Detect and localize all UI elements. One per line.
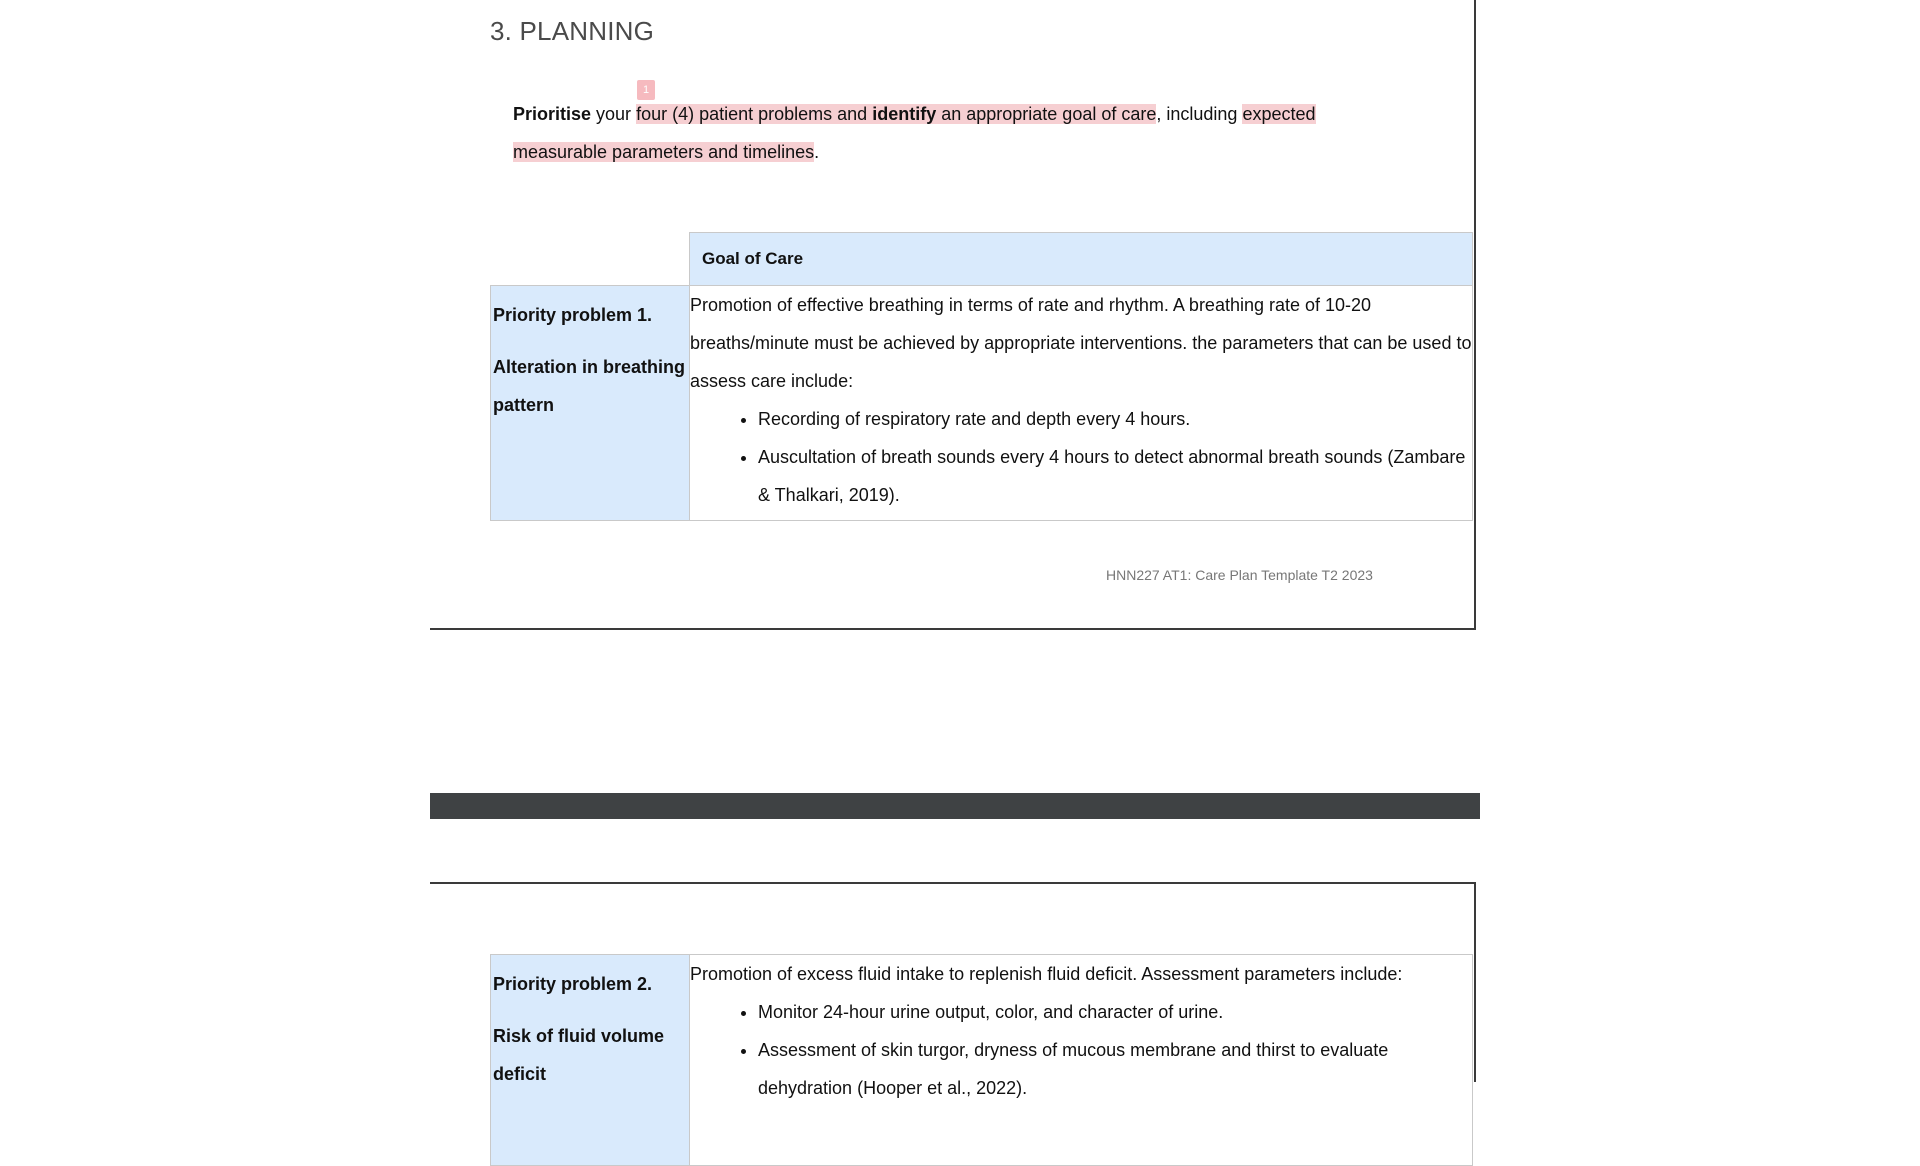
goal-parameters-list bbox=[690, 400, 1472, 514]
list-item: • Monitor 24-hour urine output, color, and character of urine. bbox=[758, 993, 1472, 1031]
highlight-goal-of-care[interactable]: an appropriate goal of care bbox=[936, 104, 1157, 124]
comment-marker-icon[interactable]: 1 bbox=[637, 80, 655, 100]
instruction-prioritise: Prioritise bbox=[513, 104, 592, 124]
section-title: 3. PLANNING bbox=[490, 16, 655, 46]
goal-parameters-list bbox=[690, 993, 1472, 1107]
problem-cell bbox=[491, 955, 690, 1166]
highlight-expected-parameters[interactable]: expected measurable parameters and timelines bbox=[513, 104, 1316, 162]
list-item: • Recording of respiratory rate and depth every 4 hours. bbox=[758, 400, 1472, 438]
document-page-1 bbox=[430, 0, 1476, 630]
instruction-your: your bbox=[591, 104, 637, 124]
goal-text: Promotion of excess fluid intake to replenish fluid deficit. Assessment parameters include: bbox=[690, 964, 1403, 984]
instruction-period: . bbox=[814, 142, 820, 162]
instruction-paragraph bbox=[513, 95, 1413, 171]
care-plan-table-2 bbox=[490, 954, 1473, 1166]
goal-cell bbox=[690, 955, 1473, 1166]
problem-number: Priority problem 1. bbox=[493, 305, 653, 325]
problem-name: Risk of fluid volume deficit bbox=[493, 1026, 665, 1084]
highlight-identify[interactable]: identify bbox=[872, 104, 937, 124]
problem-name: Alteration in breathing pattern bbox=[493, 357, 686, 415]
table-row bbox=[491, 955, 1473, 1166]
highlight-four-problems[interactable]: four (4) patient problems and bbox=[636, 104, 873, 124]
problem-number: Priority problem 2. bbox=[493, 974, 653, 994]
goal-text: Promotion of effective breathing in terms of rate and rhythm. A breathing rate of 10-20 breaths/minute must be achieved by appropriate interventions. the parameters that can be used to assess care include: bbox=[690, 295, 1472, 391]
list-item: • Auscultation of breath sounds every 4 hours to detect abnormal breath sounds (Zambare & Thalkari, 2019). bbox=[758, 438, 1472, 514]
document-page-2 bbox=[430, 882, 1476, 1098]
instruction-including: , including bbox=[1156, 104, 1243, 124]
goal-of-care-header: Goal of Care bbox=[690, 233, 1473, 286]
problem-cell bbox=[491, 286, 690, 521]
care-plan-table-1 bbox=[490, 232, 1473, 521]
table-row bbox=[491, 286, 1473, 521]
list-item: • Assessment of skin turgor, dryness of mucous membrane and thirst to evaluate dehydration (Hooper et al., 2022). bbox=[758, 1031, 1472, 1107]
goal-cell bbox=[690, 286, 1473, 521]
page-divider bbox=[430, 793, 1480, 819]
table-corner-blank bbox=[491, 233, 690, 286]
footer-template-label: HNN227 AT1: Care Plan Template T2 2023 bbox=[1106, 567, 1373, 583]
